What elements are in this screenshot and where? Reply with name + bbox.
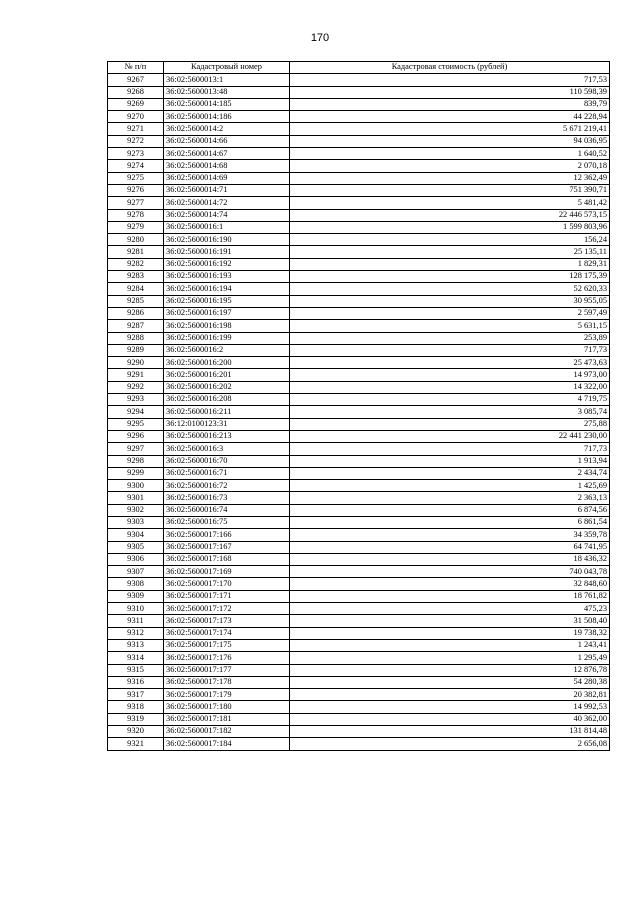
cadastral-number-cell: 36:02:5600017:182 <box>164 726 290 738</box>
table-row <box>108 726 610 738</box>
row-number-cell: 9294 <box>108 406 164 418</box>
cadastral-value-cell: 22 441 230,00 <box>290 430 610 442</box>
column-header-cadastral-value: Кадастровая стоимость (рублей) <box>290 62 610 74</box>
cadastral-value-cell: 1 599 803,96 <box>290 221 610 233</box>
row-number-cell: 9286 <box>108 307 164 319</box>
table-row <box>108 443 610 455</box>
table-row <box>108 258 610 270</box>
table-row <box>108 271 610 283</box>
cadastral-number-cell: 36:02:5600016:213 <box>164 430 290 442</box>
cadastral-number-cell: 36:02:5600016:71 <box>164 467 290 479</box>
table-header-row <box>108 62 610 74</box>
table-row <box>108 357 610 369</box>
row-number-cell: 9300 <box>108 480 164 492</box>
table-row <box>108 123 610 135</box>
row-number-cell: 9281 <box>108 246 164 258</box>
page-number: 170 <box>310 32 330 44</box>
cadastral-number-cell: 36:02:5600013:48 <box>164 86 290 98</box>
row-number-cell: 9318 <box>108 701 164 713</box>
cadastral-number-cell: 36:02:5600017:180 <box>164 701 290 713</box>
cadastral-number-cell: 36:02:5600017:167 <box>164 541 290 553</box>
table-row <box>108 320 610 332</box>
table-row <box>108 455 610 467</box>
table-row <box>108 197 610 209</box>
table-row <box>108 664 610 676</box>
row-number-cell: 9280 <box>108 234 164 246</box>
row-number-cell: 9277 <box>108 197 164 209</box>
row-number-cell: 9301 <box>108 492 164 504</box>
cadastral-value-cell: 5 481,42 <box>290 197 610 209</box>
cadastral-number-cell: 36:02:5600016:75 <box>164 516 290 528</box>
cadastral-value-cell: 64 741,95 <box>290 541 610 553</box>
row-number-cell: 9279 <box>108 221 164 233</box>
cadastral-number-cell: 36:02:5600017:177 <box>164 664 290 676</box>
table-row <box>108 246 610 258</box>
row-number-cell: 9274 <box>108 160 164 172</box>
row-number-cell: 9320 <box>108 726 164 738</box>
table-row <box>108 639 610 651</box>
cadastral-number-cell: 36:02:5600014:71 <box>164 184 290 196</box>
cadastral-value-cell: 40 362,00 <box>290 713 610 725</box>
cadastral-value-cell: 5 631,15 <box>290 320 610 332</box>
cadastral-number-cell: 36:02:5600016:74 <box>164 504 290 516</box>
column-header-cadastral-number: Кадастровый номер <box>164 62 290 74</box>
cadastral-number-cell: 36:02:5600014:68 <box>164 160 290 172</box>
cadastral-number-cell: 36:02:5600016:192 <box>164 258 290 270</box>
cadastral-value-cell: 1 425,69 <box>290 480 610 492</box>
table-row <box>108 590 610 602</box>
cadastral-number-cell: 36:02:5600017:181 <box>164 713 290 725</box>
table-row <box>108 516 610 528</box>
cadastral-number-cell: 36:02:5600013:1 <box>164 74 290 86</box>
row-number-cell: 9306 <box>108 553 164 565</box>
cadastral-value-cell: 1 640,52 <box>290 148 610 160</box>
cadastral-value-cell: 52 620,33 <box>290 283 610 295</box>
cadastral-value-cell: 475,23 <box>290 603 610 615</box>
row-number-cell: 9316 <box>108 676 164 688</box>
cadastral-number-cell: 36:02:5600014:72 <box>164 197 290 209</box>
row-number-cell: 9283 <box>108 271 164 283</box>
table-row <box>108 553 610 565</box>
row-number-cell: 9271 <box>108 123 164 135</box>
cadastral-value-cell: 34 359,78 <box>290 529 610 541</box>
cadastral-number-cell: 36:02:5600017:178 <box>164 676 290 688</box>
cadastral-value-cell: 717,73 <box>290 443 610 455</box>
cadastral-number-cell: 36:02:5600014:67 <box>164 148 290 160</box>
table-row <box>108 492 610 504</box>
table-row <box>108 234 610 246</box>
table-row <box>108 111 610 123</box>
cadastral-value-cell: 18 436,32 <box>290 553 610 565</box>
cadastral-value-cell: 4 719,75 <box>290 394 610 406</box>
cadastral-value-cell: 22 446 573,15 <box>290 209 610 221</box>
cadastral-number-cell: 36:02:5600014:74 <box>164 209 290 221</box>
cadastral-number-cell: 36:02:5600016:2 <box>164 344 290 356</box>
cadastral-value-cell: 839,79 <box>290 98 610 110</box>
row-number-cell: 9304 <box>108 529 164 541</box>
cadastral-value-cell: 1 295,49 <box>290 652 610 664</box>
row-number-cell: 9303 <box>108 516 164 528</box>
table-row <box>108 480 610 492</box>
cadastral-value-cell: 6 861,54 <box>290 516 610 528</box>
cadastral-number-cell: 36:02:5600014:66 <box>164 135 290 147</box>
cadastral-number-cell: 36:02:5600016:193 <box>164 271 290 283</box>
row-number-cell: 9282 <box>108 258 164 270</box>
row-number-cell: 9276 <box>108 184 164 196</box>
cadastral-value-cell: 14 992,53 <box>290 701 610 713</box>
cadastral-value-cell: 717,73 <box>290 344 610 356</box>
table-row <box>108 221 610 233</box>
row-number-cell: 9288 <box>108 332 164 344</box>
table-row <box>108 172 610 184</box>
cadastral-value-cell: 3 085,74 <box>290 406 610 418</box>
column-header-number: № п/п <box>108 62 164 74</box>
cadastral-value-cell: 32 848,60 <box>290 578 610 590</box>
table-row <box>108 566 610 578</box>
row-number-cell: 9314 <box>108 652 164 664</box>
cadastral-value-cell: 14 322,00 <box>290 381 610 393</box>
cadastral-number-cell: 36:02:5600014:185 <box>164 98 290 110</box>
cadastral-value-cell: 12 876,78 <box>290 664 610 676</box>
table-row <box>108 652 610 664</box>
cadastral-value-cell: 751 390,71 <box>290 184 610 196</box>
cadastral-number-cell: 36:02:5600017:168 <box>164 553 290 565</box>
row-number-cell: 9305 <box>108 541 164 553</box>
cadastral-value-cell: 275,88 <box>290 418 610 430</box>
cadastral-number-cell: 36:02:5600017:174 <box>164 627 290 639</box>
cadastral-value-cell: 110 598,39 <box>290 86 610 98</box>
cadastral-value-cell: 6 874,56 <box>290 504 610 516</box>
cadastral-number-cell: 36:02:5600016:199 <box>164 332 290 344</box>
cadastral-number-cell: 36:02:5600016:198 <box>164 320 290 332</box>
cadastral-number-cell: 36:02:5600016:191 <box>164 246 290 258</box>
cadastral-value-cell: 44 228,94 <box>290 111 610 123</box>
cadastral-value-cell: 156,24 <box>290 234 610 246</box>
row-number-cell: 9315 <box>108 664 164 676</box>
table-row <box>108 307 610 319</box>
table-row <box>108 295 610 307</box>
cadastral-value-cell: 2 656,08 <box>290 738 610 750</box>
cadastral-number-cell: 36:02:5600014:186 <box>164 111 290 123</box>
cadastral-number-cell: 36:02:5600016:73 <box>164 492 290 504</box>
cadastral-value-cell: 18 761,82 <box>290 590 610 602</box>
cadastral-value-cell: 1 913,94 <box>290 455 610 467</box>
cadastral-number-cell: 36:02:5600016:70 <box>164 455 290 467</box>
cadastral-number-cell: 36:02:5600016:195 <box>164 295 290 307</box>
table-row <box>108 529 610 541</box>
table-row <box>108 283 610 295</box>
table-row <box>108 738 610 750</box>
cadastral-value-cell: 14 973,00 <box>290 369 610 381</box>
row-number-cell: 9293 <box>108 394 164 406</box>
row-number-cell: 9299 <box>108 467 164 479</box>
table-body <box>108 74 610 750</box>
cadastral-number-cell: 36:02:5600016:194 <box>164 283 290 295</box>
cadastral-number-cell: 36:02:5600016:200 <box>164 357 290 369</box>
table-row <box>108 160 610 172</box>
row-number-cell: 9273 <box>108 148 164 160</box>
table-row <box>108 701 610 713</box>
row-number-cell: 9289 <box>108 344 164 356</box>
cadastral-number-cell: 36:02:5600016:3 <box>164 443 290 455</box>
row-number-cell: 9308 <box>108 578 164 590</box>
table-row <box>108 467 610 479</box>
table-row <box>108 74 610 86</box>
table-row <box>108 615 610 627</box>
cadastral-value-cell: 131 814,48 <box>290 726 610 738</box>
table-row <box>108 676 610 688</box>
cadastral-number-cell: 36:02:5600014:69 <box>164 172 290 184</box>
row-number-cell: 9284 <box>108 283 164 295</box>
table-row <box>108 369 610 381</box>
cadastral-number-cell: 36:02:5600017:171 <box>164 590 290 602</box>
table-row <box>108 332 610 344</box>
row-number-cell: 9321 <box>108 738 164 750</box>
table-row <box>108 603 610 615</box>
cadastral-value-cell: 2 070,18 <box>290 160 610 172</box>
cadastral-value-cell: 30 955,05 <box>290 295 610 307</box>
row-number-cell: 9269 <box>108 98 164 110</box>
cadastral-value-cell: 12 362,49 <box>290 172 610 184</box>
cadastral-number-cell: 36:02:5600014:2 <box>164 123 290 135</box>
cadastral-number-cell: 36:02:5600017:184 <box>164 738 290 750</box>
table-row <box>108 578 610 590</box>
cadastral-value-cell: 1 829,31 <box>290 258 610 270</box>
cadastral-value-cell: 2 597,49 <box>290 307 610 319</box>
table-row <box>108 541 610 553</box>
cadastral-number-cell: 36:02:5600016:72 <box>164 480 290 492</box>
cadastral-value-cell: 25 135,11 <box>290 246 610 258</box>
cadastral-number-cell: 36:02:5600017:166 <box>164 529 290 541</box>
cadastral-value-cell: 2 363,13 <box>290 492 610 504</box>
table-row <box>108 98 610 110</box>
table-row <box>108 689 610 701</box>
table-row <box>108 418 610 430</box>
row-number-cell: 9297 <box>108 443 164 455</box>
row-number-cell: 9268 <box>108 86 164 98</box>
table-row <box>108 430 610 442</box>
row-number-cell: 9272 <box>108 135 164 147</box>
table-row <box>108 135 610 147</box>
table-row <box>108 344 610 356</box>
table-row <box>108 148 610 160</box>
row-number-cell: 9313 <box>108 639 164 651</box>
cadastral-number-cell: 36:02:5600016:202 <box>164 381 290 393</box>
cadastral-number-cell: 36:02:5600017:176 <box>164 652 290 664</box>
row-number-cell: 9290 <box>108 357 164 369</box>
cadastral-value-cell: 740 043,78 <box>290 566 610 578</box>
cadastral-number-cell: 36:02:5600016:190 <box>164 234 290 246</box>
table-row <box>108 209 610 221</box>
row-number-cell: 9287 <box>108 320 164 332</box>
row-number-cell: 9319 <box>108 713 164 725</box>
row-number-cell: 9317 <box>108 689 164 701</box>
cadastral-number-cell: 36:02:5600017:179 <box>164 689 290 701</box>
cadastral-value-cell: 94 036,95 <box>290 135 610 147</box>
cadastral-value-cell: 717,53 <box>290 74 610 86</box>
cadastral-value-cell: 31 508,40 <box>290 615 610 627</box>
row-number-cell: 9295 <box>108 418 164 430</box>
row-number-cell: 9275 <box>108 172 164 184</box>
table-row <box>108 394 610 406</box>
row-number-cell: 9309 <box>108 590 164 602</box>
cadastral-number-cell: 36:02:5600016:1 <box>164 221 290 233</box>
cadastral-number-cell: 36:02:5600017:170 <box>164 578 290 590</box>
table-row <box>108 504 610 516</box>
row-number-cell: 9307 <box>108 566 164 578</box>
table-row <box>108 713 610 725</box>
table-row <box>108 406 610 418</box>
cadastral-value-cell: 253,89 <box>290 332 610 344</box>
cadastral-value-table <box>107 61 610 751</box>
cadastral-value-cell: 1 243,41 <box>290 639 610 651</box>
row-number-cell: 9298 <box>108 455 164 467</box>
cadastral-number-cell: 36:02:5600017:175 <box>164 639 290 651</box>
cadastral-value-cell: 2 434,74 <box>290 467 610 479</box>
table-row <box>108 184 610 196</box>
cadastral-value-cell: 5 671 219,41 <box>290 123 610 135</box>
cadastral-value-cell: 20 382,81 <box>290 689 610 701</box>
cadastral-value-cell: 54 280,38 <box>290 676 610 688</box>
row-number-cell: 9310 <box>108 603 164 615</box>
cadastral-value-cell: 25 473,63 <box>290 357 610 369</box>
table-row <box>108 381 610 393</box>
cadastral-number-cell: 36:02:5600017:172 <box>164 603 290 615</box>
row-number-cell: 9296 <box>108 430 164 442</box>
row-number-cell: 9267 <box>108 74 164 86</box>
cadastral-number-cell: 36:02:5600016:197 <box>164 307 290 319</box>
cadastral-number-cell: 36:02:5600016:201 <box>164 369 290 381</box>
cadastral-number-cell: 36:02:5600016:208 <box>164 394 290 406</box>
row-number-cell: 9285 <box>108 295 164 307</box>
row-number-cell: 9302 <box>108 504 164 516</box>
row-number-cell: 9312 <box>108 627 164 639</box>
cadastral-number-cell: 36:02:5600017:169 <box>164 566 290 578</box>
row-number-cell: 9291 <box>108 369 164 381</box>
cadastral-number-cell: 36:02:5600016:211 <box>164 406 290 418</box>
row-number-cell: 9270 <box>108 111 164 123</box>
cadastral-value-cell: 19 738,32 <box>290 627 610 639</box>
row-number-cell: 9311 <box>108 615 164 627</box>
row-number-cell: 9278 <box>108 209 164 221</box>
cadastral-value-cell: 128 175,39 <box>290 271 610 283</box>
cadastral-number-cell: 36:02:5600017:173 <box>164 615 290 627</box>
table-row <box>108 86 610 98</box>
row-number-cell: 9292 <box>108 381 164 393</box>
cadastral-number-cell: 36:12:0100123:31 <box>164 418 290 430</box>
table-row <box>108 627 610 639</box>
